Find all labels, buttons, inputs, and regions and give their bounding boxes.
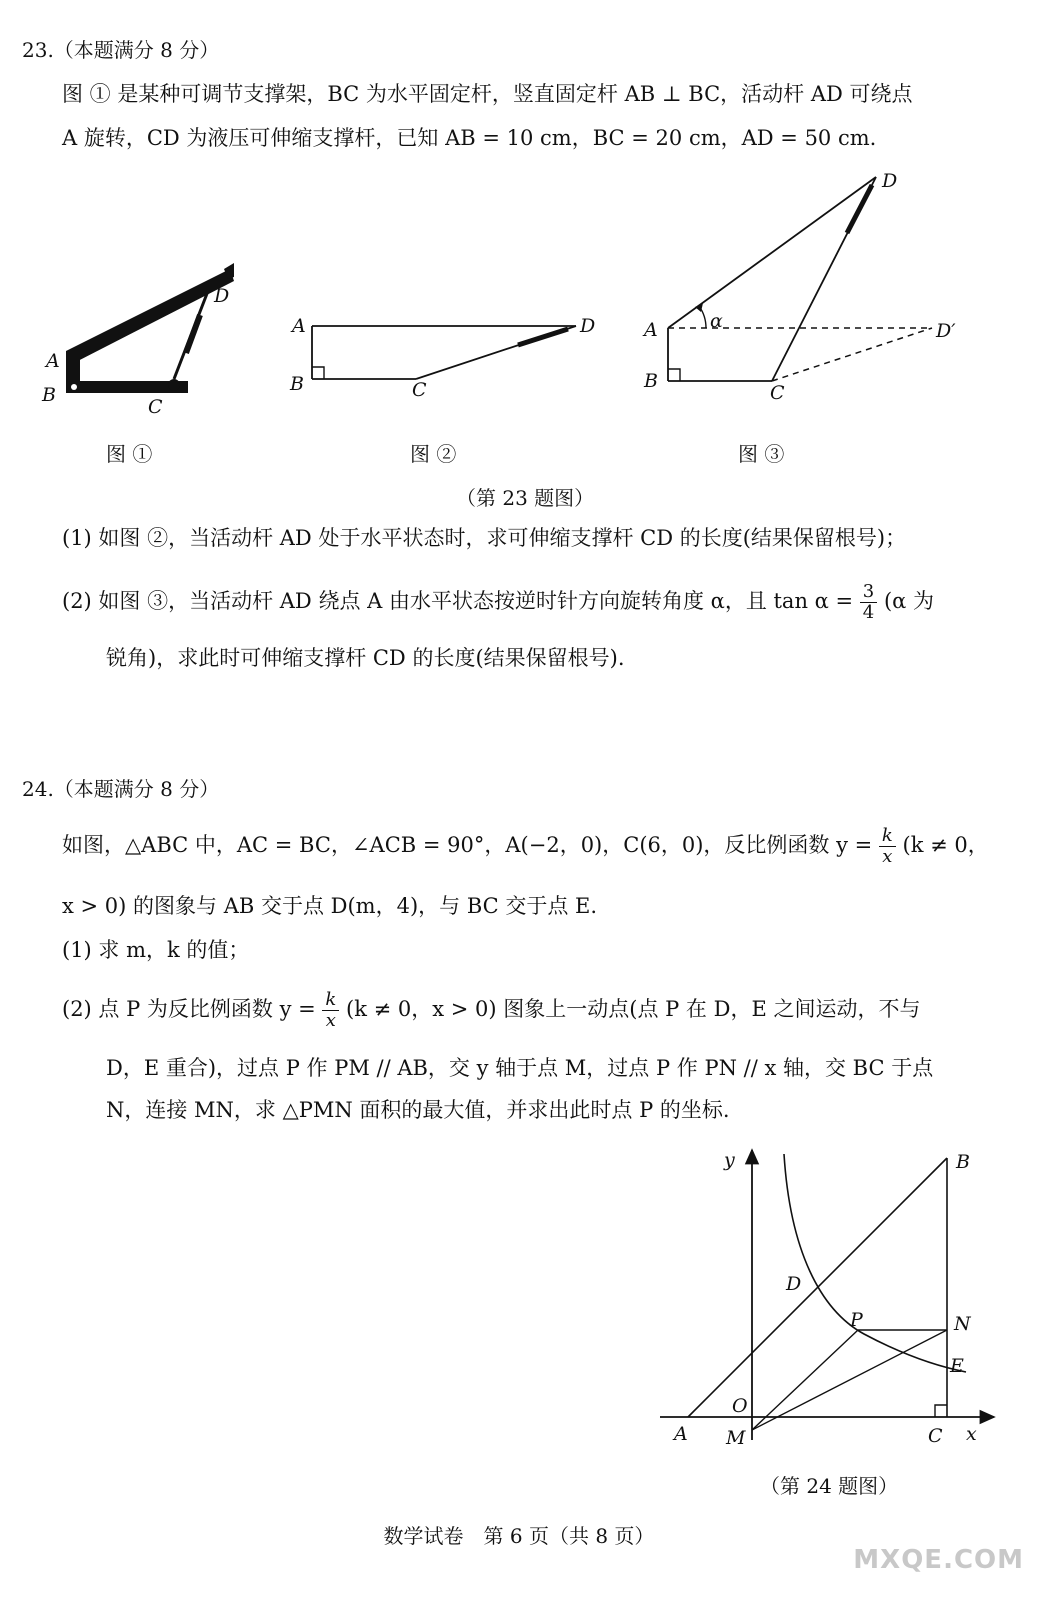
q23-figure-1 xyxy=(38,255,258,425)
fig1-label-b: B xyxy=(42,384,56,406)
label-x: x xyxy=(966,1423,977,1445)
label-c: C xyxy=(928,1425,943,1447)
watermark: MXQE.COM xyxy=(853,1545,1024,1575)
fig3-label-c: C xyxy=(770,382,785,404)
q24-part2 xyxy=(62,990,920,1031)
label-a: A xyxy=(674,1423,688,1445)
q24-line1-text-a: 如图，△ABC 中，AC = BC，∠ACB = 90°，A(−2，0)，C(6，0)，反比例函数 y = xyxy=(62,833,873,857)
q23-line1: 图 ① 是某种可调节支撑架，BC 为水平固定杆，竖直固定杆 AB ⊥ BC，活动杆 AD 可绕点 xyxy=(62,82,913,106)
label-m: M xyxy=(726,1427,746,1449)
label-p: P xyxy=(850,1309,863,1331)
fig1-pivot-c xyxy=(168,379,180,391)
seg-pm xyxy=(752,1330,858,1430)
q24-part1: (1) 求 m，k 的值； xyxy=(62,938,250,962)
fig1-rod-cd-thick xyxy=(186,315,200,353)
fig1-label-d: D xyxy=(214,285,230,307)
label-e: E xyxy=(950,1355,964,1377)
fig3-label-b: B xyxy=(644,370,658,392)
fig2-seg-cd-thick xyxy=(518,329,568,345)
fig1-pivot-b xyxy=(71,384,77,390)
fig2-label-a: A xyxy=(292,315,306,337)
q23-part2-text-b: (α 为 xyxy=(883,589,934,613)
q24-part2-text-b: (k ≠ 0，x > 0) 图象上一动点(点 P 在 D，E 之间运动，不与 xyxy=(346,997,921,1021)
fig2-label-b: B xyxy=(290,373,304,395)
right-angle-c xyxy=(935,1405,947,1417)
fig1-rod-ad xyxy=(66,269,234,365)
fig2-label-d: D xyxy=(580,315,596,337)
q24-header: 24.（本题满分 8 分） xyxy=(22,777,220,801)
fig3-label-a: A xyxy=(644,319,658,341)
fig3-caption: 图 ③ xyxy=(738,442,785,466)
fig2-caption: 图 ② xyxy=(410,442,457,466)
q23-header: 23.（本题满分 8 分） xyxy=(22,38,220,62)
fig1-label-c: C xyxy=(148,396,163,418)
q24-func-fraction xyxy=(879,826,896,867)
q24-line1 xyxy=(62,826,989,867)
label-n: N xyxy=(954,1313,971,1335)
q24-part2-numerator: k xyxy=(322,990,339,1011)
fig3-right-angle xyxy=(668,369,680,381)
q24-part2-line3: N，连接 MN，求 △PMN 面积的最大值，并求出此时点 P 的坐标. xyxy=(106,1098,730,1122)
hyperbola xyxy=(784,1154,966,1372)
q23-part2-text-a: (2) 如图 ③，当活动杆 AD 绕点 A 由水平状态按逆时针方向旋转角度 α，且 tan α = xyxy=(62,589,854,613)
q23-tan-fraction xyxy=(860,582,877,623)
fig3-label-alpha: α xyxy=(710,310,723,332)
q23-figure-2 xyxy=(280,312,610,402)
fig3-seg-cdp-dashed xyxy=(772,328,932,381)
fig3-label-d: D xyxy=(882,170,898,192)
fig3-label-dprime: D′ xyxy=(936,320,956,342)
q23-part2 xyxy=(62,582,934,623)
label-d: D xyxy=(786,1273,802,1295)
q24-part2-fraction xyxy=(322,990,339,1031)
label-b: B xyxy=(956,1151,970,1173)
fig3-seg-cd-thick xyxy=(847,185,872,233)
q24-part2-line2: D，E 重合)，过点 P 作 PM // AB，交 y 轴于点 M，过点 P 作 PN // x 轴，交 BC 于点 xyxy=(106,1056,934,1080)
fig2-label-c: C xyxy=(412,379,427,401)
q24-func-numerator: k xyxy=(879,826,896,847)
q24-part2-text-a: (2) 点 P 为反比例函数 y = xyxy=(62,997,316,1021)
q23-figure-3 xyxy=(640,165,980,405)
q23-tan-numerator: 3 xyxy=(860,582,877,603)
label-o: O xyxy=(732,1395,748,1417)
q23-line2: A 旋转，CD 为液压可伸缩支撑杆，已知 AB = 10 cm，BC = 20 cm，AD = 50 cm. xyxy=(62,126,877,150)
q24-part2-denominator: x xyxy=(325,1010,336,1031)
q23-part2-cont: 锐角)，求此时可伸缩支撑杆 CD 的长度(结果保留根号). xyxy=(106,646,625,670)
fig1-label-a: A xyxy=(46,350,60,372)
fig1-caption: 图 ① xyxy=(106,442,153,466)
q24-func-denominator: x xyxy=(882,846,893,867)
q24-figure-caption: （第 24 题图） xyxy=(760,1474,899,1498)
q24-figure xyxy=(650,1140,1010,1460)
seg-mn xyxy=(752,1330,947,1430)
label-y: y xyxy=(724,1149,735,1171)
q23-figures-caption: （第 23 题图） xyxy=(456,486,595,510)
page-footer: 数学试卷 第 6 页（共 8 页） xyxy=(383,1524,655,1548)
q23-part1: (1) 如图 ②，当活动杆 AD 处于水平状态时，求可伸缩支撑杆 CD 的长度(结果保留根号)； xyxy=(62,526,907,550)
fig2-right-angle xyxy=(312,367,324,379)
q24-line2: x > 0) 的图象与 AB 交于点 D(m，4)，与 BC 交于点 E. xyxy=(62,894,598,918)
q24-line1-text-b: (k ≠ 0， xyxy=(902,833,989,857)
q23-tan-denominator: 4 xyxy=(862,602,875,623)
